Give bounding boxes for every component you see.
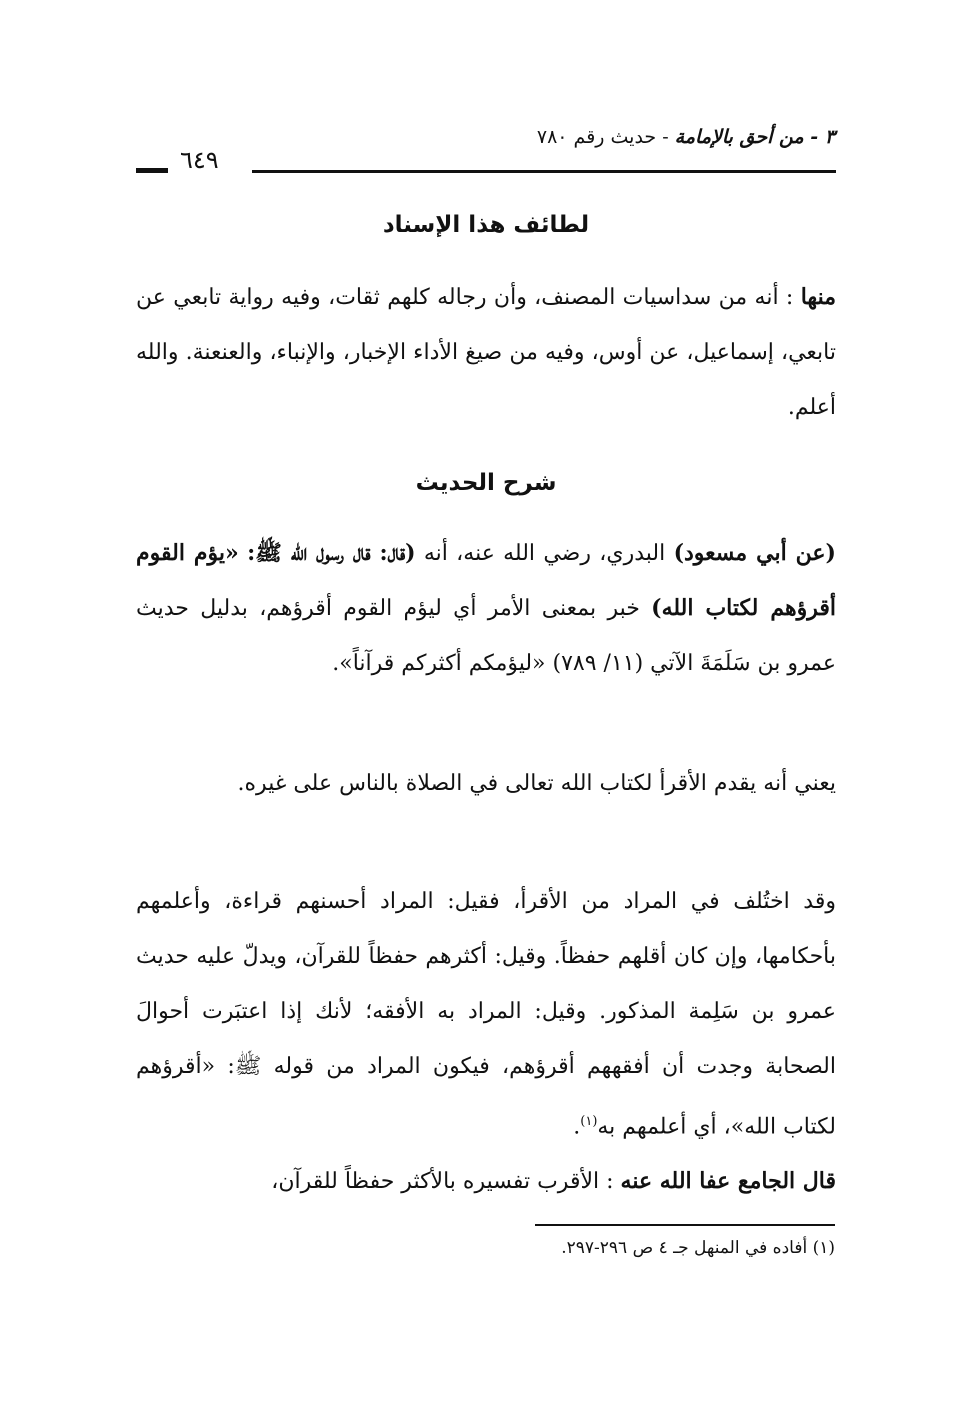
hadith-explanation: خبر بمعنى الأمر أي ليؤم القوم أقرؤهم، بدليل حديث عمرو بن سَلَمَةَ الآتي (١١/ ٧٨٩) «ليؤمكم أكثركم قرآناً». (136, 596, 836, 676)
isnad-body: : أنه من سداسيات المصنف، وأن رجاله كلهم ثقات، وفيه رواية تابعي عن تابعي، إسماعيل، عن أوس، وفيه من صيغ الأداء الإخبار، والإنباء، والعنعنة. والله أعلم. (136, 285, 836, 420)
header-rule (252, 170, 836, 173)
isnad-lead: منها (800, 284, 836, 310)
footnote: (١) أفاده في المنهل جـ ٤ ص ٢٩٦-٢٩٧. (561, 1238, 835, 1258)
sharh-paragraph-4 (136, 1154, 836, 1209)
running-header (537, 126, 835, 148)
jami-lead: قال الجامع عفا الله عنه (620, 1168, 836, 1194)
sharh-paragraph-3 (136, 874, 836, 1154)
sharh-paragraph-3-end: . (573, 1114, 581, 1140)
chapter-title: ٣ - من أحق بالإمامة (674, 126, 835, 148)
sharh-paragraph-1 (136, 526, 836, 691)
footnote-marker: (١) (580, 1114, 598, 1129)
sharh-heading: شرح الحديث (415, 470, 557, 496)
narrator-description: البدري، رضي الله عنه، أنه (423, 541, 666, 566)
sharh-paragraph-3-text: وقد اختُلف في المراد من الأقرأ، فقيل: المراد أحسنهم قراءة، وأعلمهم بأحكامها، وإن كان أقلهم حفظاً. وقيل: أكثرهم حفظاً للقرآن، ويدلّ عليه حديث عمرو بن سَلِمة المذكور. وقيل: المراد به الأفقه؛ لأنك إذا اعتبَرت أحوالَ الصحابة وجدت أن أفقههم أقرؤهم، فيكون المراد من قوله ﷺ: «أقرؤهم لكتاب الله»، أي أعلمهم به (136, 889, 836, 1140)
jami-body: : الأقرب تفسيره بالأكثر حفظاً للقرآن، (271, 1169, 614, 1194)
isnad-heading: لطائف هذا الإسناد (382, 212, 590, 238)
prophet-said: (قال: قال رسول الله ﷺ: (247, 540, 416, 566)
page-number: ٦٤٩ (180, 146, 219, 174)
page-number-dash (136, 168, 168, 173)
isnad-paragraph (136, 270, 836, 435)
narrator-name: (عن أبي مسعود) (673, 540, 836, 566)
sharh-paragraph-2: يعني أنه يقدم الأقرأ لكتاب الله تعالى في الصلاة بالناس على غيره. (237, 771, 836, 796)
footnote-rule (535, 1224, 835, 1226)
hadith-text: «يؤم القوم أقرؤهم لكتاب الله) (136, 540, 836, 621)
hadith-reference: - حديث رقم ٧٨٠ (536, 126, 669, 148)
